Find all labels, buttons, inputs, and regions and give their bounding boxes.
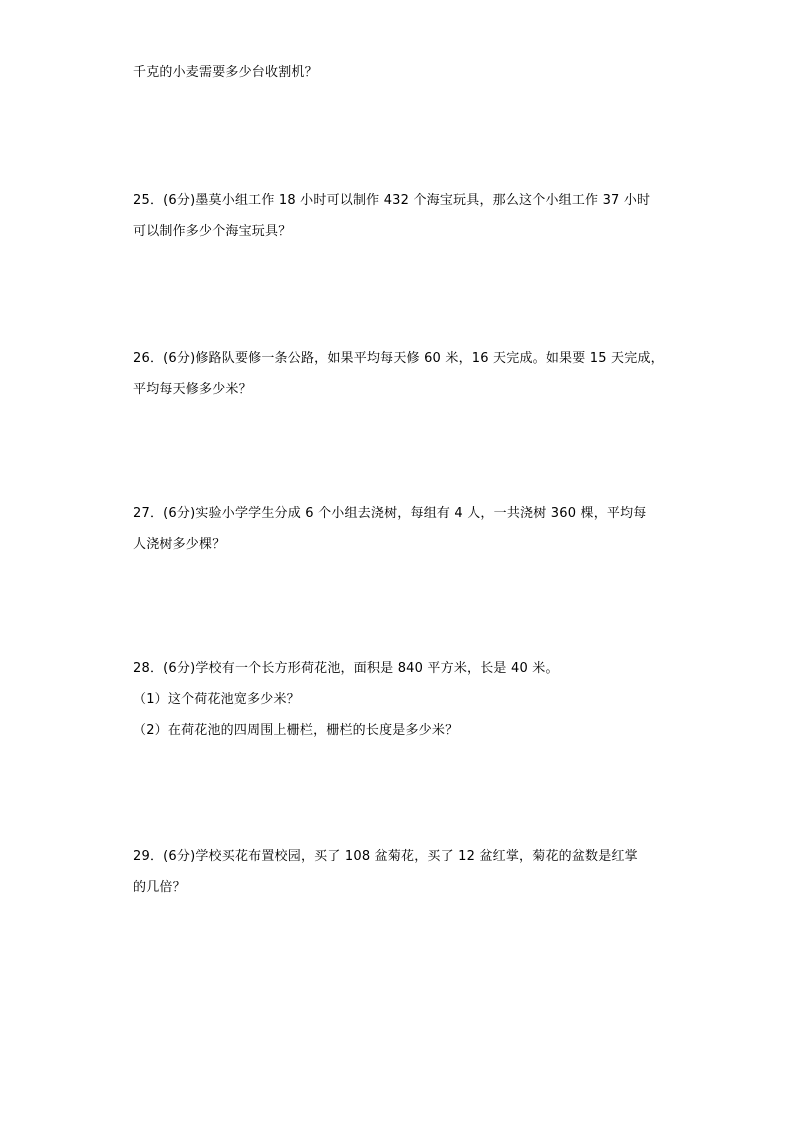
- question-27-line-1: 27．(6分)实验小学学生分成 6 个小组去浇树，每组有 4 人，一共浇树 360 棵，平均每: [133, 506, 647, 521]
- question-26-line-2: 平均每天修多少米？: [133, 382, 252, 397]
- question-29-line-1: 29．(6分)学校买花布置校园，买了 108 盆菊花，买了 12 盆红掌，菊花的盆数是红掌: [133, 849, 638, 864]
- question-28-line-1: 28．(6分)学校有一个长方形荷花池，面积是 840 平方米，长是 40 米。: [133, 661, 559, 676]
- question-25-line-2: 可以制作多少个海宝玩具？: [133, 224, 292, 239]
- question-29-line-2: 的几倍？: [133, 880, 186, 895]
- question-28-part-2: （2）在荷花池的四周围上栅栏，栅栏的长度是多少米？: [133, 723, 459, 738]
- question-26-line-1: 26．(6分)修路队要修一条公路，如果平均每天修 60 米，16 天完成。如果要 15 天完成，: [133, 351, 664, 366]
- question-27-line-2: 人浇树多少棵？: [133, 537, 226, 552]
- question-25-line-1: 25．(6分)墨莫小组工作 18 小时可以制作 432 个海宝玩具，那么这个小组工作 37 小时: [133, 193, 651, 208]
- question-24-continuation: 千克的小麦需要多少台收割机？: [133, 65, 318, 80]
- question-28-part-1: （1）这个荷花池宽多少米？: [133, 692, 300, 707]
